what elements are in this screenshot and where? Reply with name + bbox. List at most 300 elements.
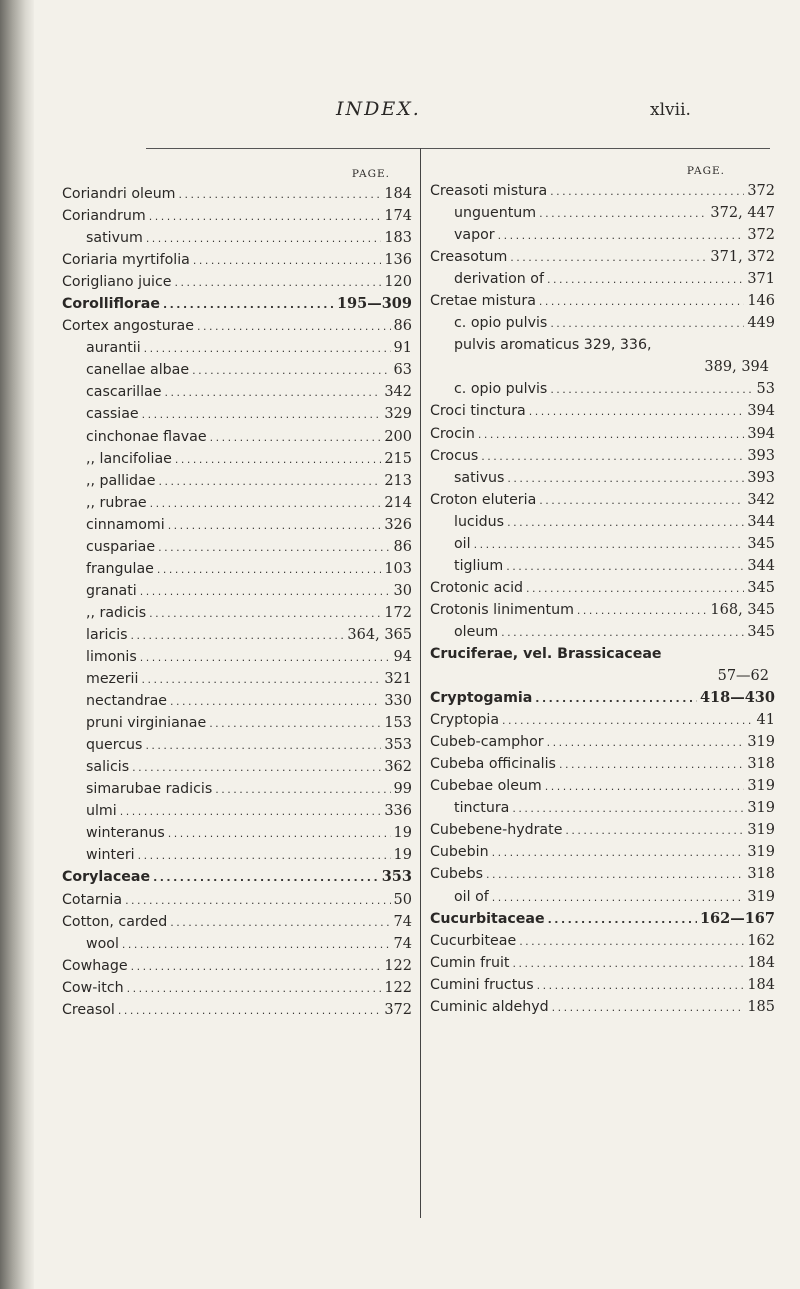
index-entry — [62, 778, 412, 800]
dot-leader — [164, 382, 381, 404]
index-entry — [62, 690, 412, 712]
index-term: sativum — [86, 230, 143, 247]
index-page-ref: 389, 394 — [704, 359, 769, 376]
index-page-ref: 329 — [384, 406, 412, 423]
dot-leader — [474, 534, 745, 556]
index-entry — [62, 822, 412, 844]
dot-leader — [145, 735, 381, 757]
index-page-ref: 353 — [381, 868, 412, 886]
index-entry — [62, 249, 412, 271]
dot-leader — [138, 845, 391, 867]
index-page-ref: 319 — [747, 734, 775, 751]
index-entry — [430, 974, 775, 996]
index-term: c. opio pulvis — [454, 315, 548, 332]
index-term: ,, pallidae — [86, 472, 156, 489]
dot-leader — [547, 269, 744, 291]
index-term: Cotton, carded — [62, 913, 168, 930]
index-page-ref: 319 — [747, 822, 775, 839]
dot-leader — [539, 291, 744, 313]
index-page-ref: 63 — [393, 362, 412, 379]
index-term: Cubebene-hydrate — [430, 822, 563, 839]
index-term: Cryptogamia — [430, 690, 533, 707]
index-entry — [430, 599, 775, 621]
page-header — [0, 98, 800, 128]
index-page-ref: 183 — [384, 230, 412, 247]
dot-leader — [158, 537, 390, 559]
index-term: sativus — [454, 469, 505, 486]
index-entry — [62, 492, 412, 514]
dot-leader — [535, 688, 697, 710]
index-entry — [62, 668, 412, 690]
index-term: limonis — [86, 648, 137, 665]
index-term: frangulae — [86, 560, 154, 577]
index-term: cuspariae — [86, 538, 156, 555]
index-page-ref: 74 — [393, 935, 412, 952]
index-term: Cow-itch — [62, 979, 124, 996]
index-term: Croton eluteria — [430, 491, 537, 508]
index-page-ref: 449 — [747, 315, 775, 332]
index-entry — [62, 866, 412, 888]
index-page-ref: 184 — [384, 186, 412, 202]
dot-leader — [548, 909, 697, 931]
dot-leader — [565, 820, 744, 842]
dot-leader — [157, 559, 381, 581]
dot-leader — [486, 864, 744, 886]
index-page-ref: 362 — [384, 759, 412, 776]
index-term: ,, radicis — [86, 604, 147, 621]
index-entry — [430, 908, 775, 930]
dot-leader — [547, 732, 745, 754]
dot-leader — [492, 842, 745, 864]
index-page-ref: 372 — [384, 1001, 412, 1018]
index-entry — [430, 290, 775, 312]
index-entry — [62, 359, 412, 381]
dot-leader — [498, 225, 745, 247]
index-entry — [430, 268, 775, 290]
dot-leader — [140, 647, 391, 669]
index-term: Cubeba officinalis — [430, 756, 556, 773]
right-entry-list — [430, 180, 775, 1018]
index-page-ref: 99 — [393, 781, 412, 798]
index-term: Cucurbiteae — [430, 932, 517, 949]
index-term: canellae albae — [86, 362, 190, 379]
dot-leader — [158, 471, 381, 493]
index-entry — [430, 621, 775, 643]
index-page-ref: 200 — [384, 428, 412, 445]
index-entry — [430, 863, 775, 885]
index-entry — [430, 775, 775, 797]
index-entry — [430, 753, 775, 775]
dot-leader — [132, 757, 381, 779]
index-page-ref: 336 — [384, 803, 412, 820]
index-page-ref: 418—430 — [699, 689, 775, 707]
index-entry — [430, 731, 775, 753]
dot-leader — [209, 713, 381, 735]
dot-leader — [577, 600, 708, 622]
index-page-ref: 86 — [393, 538, 412, 555]
dot-leader — [513, 953, 745, 975]
index-term: Cubeb-camphor — [430, 734, 544, 751]
index-page-ref: 122 — [384, 979, 412, 996]
index-page-ref: 57—62 — [717, 668, 769, 685]
index-entry — [62, 183, 412, 205]
index-term: cinchonae flavae — [86, 428, 207, 445]
index-entry — [62, 426, 412, 448]
index-entry — [430, 445, 775, 467]
index-term: quercus — [86, 737, 143, 754]
index-page-ref: 94 — [393, 648, 412, 665]
index-term: Creasol — [62, 1001, 115, 1018]
index-term: Coriandri oleum — [62, 186, 176, 202]
index-term: Coriaria myrtifolia — [62, 252, 190, 269]
dot-leader — [168, 515, 382, 537]
index-page-ref: 184 — [747, 976, 775, 993]
index-entry — [62, 624, 412, 646]
index-page-ref: 122 — [384, 957, 412, 974]
index-page-ref: 184 — [747, 954, 775, 971]
dot-leader — [506, 556, 744, 578]
left-entry-list — [62, 183, 412, 1021]
dot-leader — [550, 181, 744, 203]
index-page-ref: 86 — [393, 318, 412, 335]
index-entry — [62, 293, 412, 315]
dot-leader — [170, 691, 381, 713]
index-term: Cruciferae, vel. Brassicaceae — [430, 645, 662, 662]
index-term: salicis — [86, 759, 130, 776]
right-column — [430, 165, 775, 1018]
index-entry — [430, 334, 775, 356]
dot-leader — [539, 203, 707, 225]
index-entry — [62, 403, 412, 425]
left-column — [62, 168, 412, 1021]
dot-leader — [141, 669, 381, 691]
index-entry — [430, 378, 775, 400]
dot-leader — [144, 338, 391, 360]
index-entry — [62, 646, 412, 668]
dot-leader — [492, 887, 745, 909]
index-entry — [430, 643, 775, 665]
index-page-ref: 372 — [747, 227, 775, 244]
index-page-ref: 321 — [384, 671, 412, 688]
index-page-ref: 50 — [393, 891, 412, 908]
index-term: oil of — [454, 888, 489, 905]
dot-leader — [175, 449, 381, 471]
index-term: pulvis aromaticus 329, 336, — [454, 337, 652, 354]
dot-leader — [131, 956, 382, 978]
dot-leader — [215, 779, 390, 801]
index-page-ref: 214 — [384, 494, 412, 511]
dot-leader — [559, 754, 744, 776]
index-term: Cumini fructus — [430, 976, 534, 993]
index-entry — [62, 337, 412, 359]
index-page-ref: 319 — [747, 844, 775, 861]
dot-leader — [507, 468, 744, 490]
index-page-ref: 162—167 — [699, 909, 775, 927]
dot-leader — [519, 931, 744, 953]
index-entry — [430, 246, 775, 268]
book-spine-shadow — [0, 0, 34, 1289]
index-term: mezerii — [86, 671, 139, 688]
index-page-ref: 319 — [747, 888, 775, 905]
index-entry — [430, 533, 775, 555]
index-page-ref: 330 — [384, 693, 412, 710]
index-entry — [62, 315, 412, 337]
dot-leader — [529, 401, 745, 423]
index-term: c. opio pulvis — [454, 381, 548, 398]
index-term: Cryptopia — [430, 712, 500, 729]
index-entry — [430, 423, 775, 445]
dot-leader — [168, 823, 391, 845]
index-entry — [62, 205, 412, 227]
header-rule — [146, 148, 770, 149]
index-page-ref: 371, 372 — [710, 249, 775, 266]
index-entry — [430, 202, 775, 224]
index-entry — [62, 889, 412, 911]
index-term: wool — [86, 935, 119, 952]
dot-leader — [140, 581, 391, 603]
index-term: Cubebae oleum — [430, 778, 542, 795]
index-page-ref: 41 — [756, 712, 775, 729]
index-term: lucidus — [454, 513, 505, 530]
index-term: Corolliflorae — [62, 296, 160, 313]
index-page-ref: 364, 365 — [347, 626, 412, 643]
index-page-ref: 344 — [747, 557, 775, 574]
index-term: pruni virginianae — [86, 715, 207, 732]
dot-leader — [149, 603, 381, 625]
index-term: ,, rubrae — [86, 494, 147, 511]
index-entry — [430, 400, 775, 422]
index-entry — [62, 580, 412, 602]
dot-leader — [122, 934, 391, 956]
index-page-ref: 91 — [393, 340, 412, 357]
index-term: oleum — [454, 623, 499, 640]
index-page-ref: 19 — [393, 825, 412, 842]
dot-leader — [552, 997, 745, 1019]
index-page-ref: 103 — [384, 560, 412, 577]
index-page-ref: 136 — [384, 252, 412, 269]
dot-leader — [175, 272, 382, 294]
index-entry — [62, 844, 412, 866]
index-entry — [430, 577, 775, 599]
index-term: laricis — [86, 626, 128, 643]
index-entry — [62, 514, 412, 536]
index-entry — [430, 356, 775, 378]
dot-leader — [550, 313, 744, 335]
index-page-ref: 319 — [747, 800, 775, 817]
index-term: Corylaceae — [62, 869, 151, 886]
index-entry — [62, 734, 412, 756]
index-term: Cretae mistura — [430, 293, 536, 310]
index-page-ref: 393 — [747, 469, 775, 486]
index-entry — [62, 712, 412, 734]
index-page-ref: 146 — [747, 293, 775, 310]
dot-leader — [150, 493, 382, 515]
index-term: derivation of — [454, 271, 544, 288]
index-entry — [430, 224, 775, 246]
index-term: tinctura — [454, 800, 510, 817]
dot-leader — [127, 978, 382, 1000]
index-page-ref: 120 — [384, 274, 412, 291]
index-entry — [430, 489, 775, 511]
index-entry — [430, 467, 775, 489]
index-entry — [62, 381, 412, 403]
index-term: cinnamomi — [86, 516, 165, 533]
index-term: Cowhage — [62, 957, 128, 974]
index-page-ref: 53 — [756, 381, 775, 398]
right-column-heading: PAGE. — [686, 165, 725, 177]
index-page-ref: 326 — [384, 516, 412, 533]
index-term: Cuminic aldehyd — [430, 998, 549, 1015]
index-entry — [430, 930, 775, 952]
index-entry — [430, 797, 775, 819]
index-term: winteranus — [86, 825, 165, 842]
index-page-ref: 30 — [393, 582, 412, 599]
dot-leader — [550, 379, 753, 401]
index-page-ref: 174 — [384, 208, 412, 225]
index-entry — [430, 952, 775, 974]
index-entry — [62, 911, 412, 933]
index-entry — [62, 955, 412, 977]
dot-leader — [501, 622, 744, 644]
index-entry — [62, 558, 412, 580]
index-page-ref: 393 — [747, 447, 775, 464]
dot-leader — [120, 801, 382, 823]
dot-leader — [142, 404, 382, 426]
index-entry — [430, 687, 775, 709]
index-page-ref: 195—309 — [336, 295, 412, 313]
index-entry — [62, 448, 412, 470]
index-term: Coriandrum — [62, 208, 146, 225]
index-entry — [62, 756, 412, 778]
index-page-ref: 153 — [384, 715, 412, 732]
index-entry — [62, 977, 412, 999]
dot-leader — [192, 360, 390, 382]
dot-leader — [163, 294, 334, 316]
index-term: winteri — [86, 847, 135, 864]
dot-leader — [481, 446, 744, 468]
index-term: Creasotum — [430, 249, 508, 266]
dot-leader — [537, 975, 745, 997]
index-term: unguentum — [454, 205, 537, 222]
index-page-ref: 172 — [384, 604, 412, 621]
index-entry — [430, 555, 775, 577]
index-entry — [62, 536, 412, 558]
index-page-ref: 213 — [384, 472, 412, 489]
index-term: Cucurbitaceae — [430, 910, 545, 927]
index-term: cassiae — [86, 406, 139, 423]
dot-leader — [507, 512, 744, 534]
dot-leader — [545, 776, 745, 798]
dot-leader — [197, 316, 391, 338]
index-term: Cubebs — [430, 866, 484, 883]
index-entry — [430, 996, 775, 1018]
dot-leader — [526, 578, 744, 600]
index-term: oil — [454, 535, 471, 552]
index-page-ref: 19 — [393, 847, 412, 864]
index-term: Cortex angosturae — [62, 318, 194, 335]
dot-leader — [512, 798, 744, 820]
index-term: Crotonic acid — [430, 579, 524, 596]
index-entry — [430, 180, 775, 202]
index-term: tiglium — [454, 557, 504, 574]
index-page-ref: 168, 345 — [710, 601, 775, 618]
index-entry — [430, 709, 775, 731]
page-title: INDEX. — [336, 98, 421, 120]
dot-leader — [193, 250, 381, 272]
dot-leader — [149, 206, 382, 228]
index-page-ref: 342 — [747, 491, 775, 508]
index-page-ref: 162 — [747, 932, 775, 949]
index-entry — [62, 470, 412, 492]
index-term: vapor — [454, 227, 495, 244]
dot-leader — [179, 184, 382, 206]
index-term: Cumin fruit — [430, 954, 510, 971]
index-entry — [430, 841, 775, 863]
dot-leader — [210, 427, 382, 449]
index-page-ref: 345 — [747, 535, 775, 552]
index-entry — [62, 999, 412, 1021]
index-entry — [62, 602, 412, 624]
index-page-ref: 342 — [384, 384, 412, 401]
index-page-ref: 394 — [747, 403, 775, 420]
index-term: Crotonis linimentum — [430, 601, 574, 618]
index-term: Crocin — [430, 425, 475, 442]
index-page-ref: 372, 447 — [710, 205, 775, 222]
dot-leader — [510, 247, 707, 269]
page-number: xlvii. — [650, 100, 691, 120]
index-entry — [430, 511, 775, 533]
dot-leader — [146, 228, 382, 250]
dot-leader — [131, 625, 345, 647]
index-term: aurantii — [86, 340, 141, 357]
index-term: nectandrae — [86, 693, 168, 710]
left-column-heading: PAGE. — [351, 168, 390, 180]
dot-leader — [153, 867, 379, 889]
index-page-ref: 345 — [747, 623, 775, 640]
index-term: ,, lancifoliae — [86, 450, 172, 467]
index-page-ref: 345 — [747, 579, 775, 596]
index-term: Creasoti mistura — [430, 183, 548, 199]
dot-leader — [539, 490, 744, 512]
index-entry — [430, 819, 775, 841]
index-page-ref: 372 — [747, 183, 775, 199]
index-page-ref: 74 — [393, 913, 412, 930]
index-term: ulmi — [86, 803, 117, 820]
index-entry — [430, 665, 775, 687]
index-term: Cotarnia — [62, 891, 123, 908]
index-term: Cubebin — [430, 844, 489, 861]
index-term: granati — [86, 582, 137, 599]
index-term: Corigliano juice — [62, 274, 172, 291]
index-entry — [62, 800, 412, 822]
index-page-ref: 344 — [747, 513, 775, 530]
index-term: cascarillae — [86, 384, 162, 401]
dot-leader — [502, 710, 754, 732]
index-page-ref: 318 — [747, 866, 775, 883]
index-page-ref: 319 — [747, 778, 775, 795]
index-term: Croci tinctura — [430, 403, 526, 420]
index-entry — [430, 312, 775, 334]
dot-leader — [170, 912, 390, 934]
index-entry — [62, 227, 412, 249]
index-entry — [62, 933, 412, 955]
dot-leader — [125, 890, 390, 912]
index-page-ref: 371 — [747, 271, 775, 288]
index-term: simarubae radicis — [86, 781, 213, 798]
index-entry — [62, 271, 412, 293]
index-page-ref: 394 — [747, 425, 775, 442]
dot-leader — [478, 424, 744, 446]
